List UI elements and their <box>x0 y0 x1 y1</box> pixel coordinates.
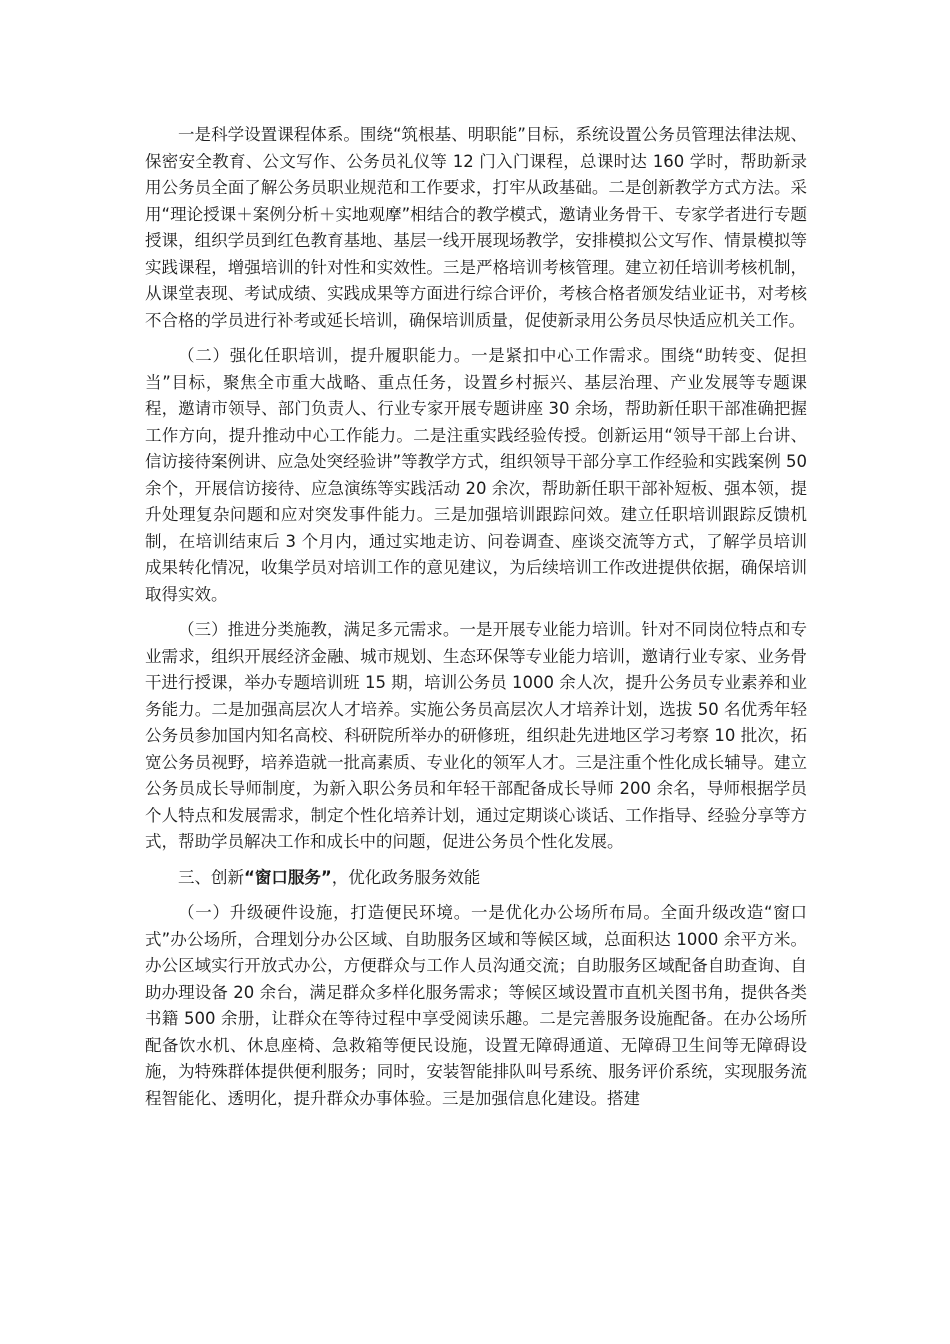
paragraph-appointment-training: （二）强化任职培训，提升履职能力。一是紧扣中心工作需求。围绕“助转变、促担当”目标，聚焦全市重大战略、重点任务，设置乡村振兴、基层治理、产业发展等专题课程，邀请市领导、部门负责人、行业专家开展专题讲座 30 余场，帮助新任职干部准确把握工作方向，提升推动中心工作能力。二是注重实践经验传授。创新运用“领导干部上台讲、信访接待案例讲、应急处突经验讲”等教学方式，组织领导干部分享工作经验和实践案例 50 余个，开展信访接待、应急演练等实践活动 20 余次，帮助新任职干部补短板、强本领，提升处理复杂问题和应对突发事件能力。三是加强培训跟踪问效。建立任职培训跟踪反馈机制，在培训结束后 3 个月内，通过实地走访、问卷调查、座谈交流等方式，了解学员培训成果转化情况，收集学员对培训工作的意见建议，为后续培训工作改进提供依据，确保培训取得实效。 <box>145 346 807 604</box>
paragraph-hardware-upgrade: （一）升级硬件设施，打造便民环境。一是优化办公场所布局。全面升级改造“窗口式”办公场所，合理划分办公区域、自助服务区域和等候区域，总面积达 1000 余平方米。办公区域实行开放式办公，方便群众与工作人员沟通交流；自助服务区域配备自助查询、自助办理设备 20 余台，满足群众多样化服务需求；等候区域设置市直机关图书角，提供各类书籍 500 余册，让群众在等待过程中享受阅读乐趣。二是完善服务设施配备。在办公场所配备饮水机、休息座椅、急救箱等便民设施，设置无障碍通道、无障碍卫生间等无障碍设施，为特殊群体提供便利服务；同时，安装智能排队叫号系统、服务评价系统，实现服务流程智能化、透明化，提升群众办事体验。三是加强信息化建设。搭建 <box>145 903 807 1108</box>
section-heading-window-service <box>145 865 807 892</box>
paragraph-course-system: 一是科学设置课程体系。围绕“筑根基、明职能”目标，系统设置公务员管理法律法规、保密安全教育、公文写作、公务员礼仪等 12 门入门课程，总课时达 160 学时，帮助新录用公务员全面了解公务员职业规范和工作要求，打牢从政基础。二是创新教学方式方法。采用“理论授课＋案例分析＋实地观摩”相结合的教学模式，邀请业务骨干、专家学者进行专题授课，组织学员到红色教育基地、基层一线开展现场教学，安排模拟公文写作、情景模拟等实践课程，增强培训的针对性和实效性。三是严格培训考核管理。建立初任培训考核机制，从课堂表现、考试成绩、实践成果等方面进行综合评价，考核合格者颁发结业证书，对考核不合格的学员进行补考或延长培训，确保培训质量，促使新录用公务员尽快适应机关工作。 <box>145 125 807 330</box>
heading-prefix: 三、创新 <box>178 867 244 887</box>
paragraph-classified-teaching: （三）推进分类施教，满足多元需求。一是开展专业能力培训。针对不同岗位特点和专业需求，组织开展经济金融、城市规划、生态环保等专业能力培训，邀请行业专家、业务骨干进行授课，举办专题培训班 15 期，培训公务员 1000 余人次，提升公务员专业素养和业务能力。二是加强高层次人才培养。实施公务员高层次人才培养计划，选拔 50 名优秀年轻公务员参加国内知名高校、科研院所举办的研修班，组织赴先进地区学习考察 10 批次，拓宽公务员视野，培养造就一批高素质、专业化的领军人才。三是注重个性化成长辅导。建立公务员成长导师制度，为新入职公务员和年轻干部配备成长导师 200 余名，导师根据学员个人特点和发展需求，制定个性化培养计划，通过定期谈心谈话、工作指导、经验分享等方式，帮助学员解决工作和成长中的问题，促进公务员个性化发展。 <box>145 620 807 851</box>
heading-suffix: ，优化政务服务效能 <box>331 867 481 887</box>
document-page <box>145 122 807 1121</box>
heading-bold-term: “窗口服务” <box>244 867 332 887</box>
